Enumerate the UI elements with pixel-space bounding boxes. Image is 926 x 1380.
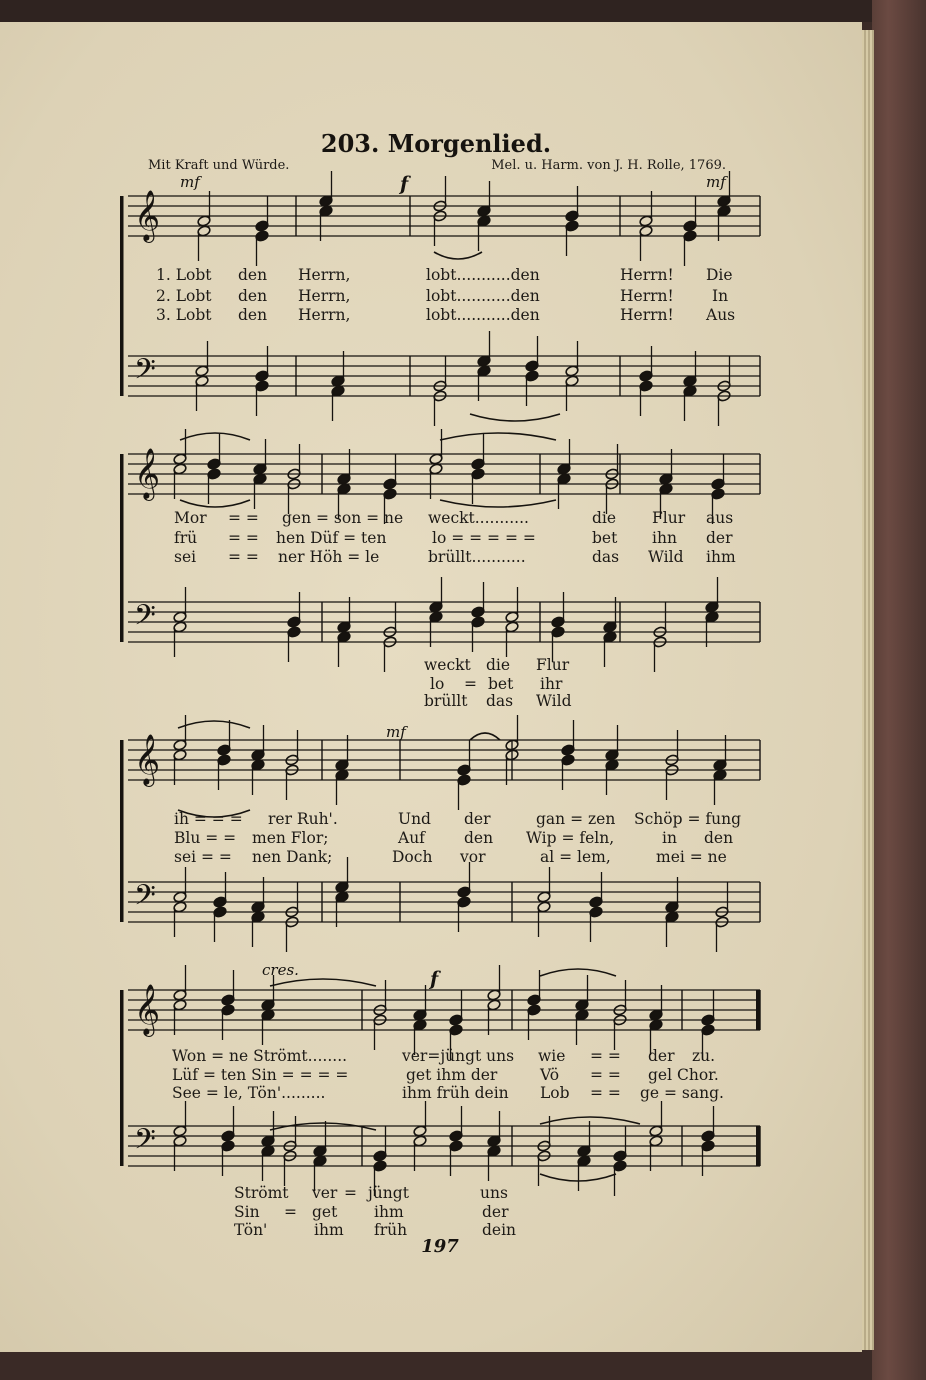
lyric-word: = =	[590, 1066, 621, 1084]
bass-lyric-word: brüllt	[424, 692, 468, 710]
lyric-word: Schöp = fung	[634, 810, 742, 828]
bass-lyric-word: Strömt	[234, 1184, 289, 1202]
lyric-word: ihm früh dein	[402, 1084, 509, 1102]
page-number: 197	[421, 1236, 459, 1257]
bass-lyric-word: Sin	[234, 1203, 260, 1221]
hymn-title: 203. Morgenlied.	[320, 129, 552, 158]
lyric-word: 1. Lobt	[156, 266, 212, 284]
lyric-word: rer Ruh'.	[268, 810, 338, 828]
treble-clef-icon: 𝄞	[134, 190, 161, 241]
lyric-word: nen Dank;	[252, 848, 333, 866]
system-bracket	[120, 740, 124, 922]
slur	[180, 433, 250, 440]
lyric-word: = =	[228, 529, 259, 547]
lyric-word: Auf	[398, 829, 425, 847]
lyric-word: Lüf = ten Sin = = = =	[172, 1066, 349, 1084]
bass-lyric-word: uns	[480, 1184, 508, 1202]
slur	[178, 721, 250, 728]
lyric-word: Herrn!	[620, 306, 674, 324]
attribution: Mel. u. Harm. von J. H. Rolle, 1769.	[491, 158, 726, 173]
lyric-word: den	[464, 829, 494, 847]
lyric-word: den	[238, 306, 268, 324]
lyric-word: Wild	[648, 548, 684, 566]
slur	[470, 414, 560, 421]
lyric-word: vor	[460, 848, 486, 866]
lyric-word: lobt...........den	[426, 287, 540, 305]
lyric-word: der	[464, 810, 491, 828]
system-bracket	[120, 990, 124, 1166]
lyric-word: das	[592, 548, 620, 566]
lyric-word: lobt...........den	[426, 306, 540, 324]
lyric-word: der	[648, 1047, 675, 1065]
lyric-word: Und	[398, 810, 431, 828]
lyric-word: Blu = =	[174, 829, 237, 847]
slur	[540, 969, 616, 976]
lyric-word: ver=jüngt uns	[402, 1047, 515, 1065]
slur	[470, 733, 500, 740]
system-bracket	[120, 454, 124, 642]
bass-clef-icon: 𝄢	[134, 1123, 156, 1163]
dynamic-mf: mf	[706, 173, 726, 191]
bass-lyric-word: Tön'	[234, 1221, 268, 1239]
lyric-word: ge = sang.	[640, 1084, 724, 1102]
lyric-word: Herrn!	[620, 287, 674, 305]
lyric-word: Die	[706, 266, 733, 284]
lyrics-system-1	[156, 266, 735, 324]
bass-clef-icon: 𝄢	[134, 599, 156, 639]
lyric-word: al = lem,	[540, 848, 611, 866]
lyric-word: Doch	[392, 848, 433, 866]
lyric-word: die	[592, 509, 617, 527]
lyric-word: Herrn,	[298, 287, 351, 305]
lyric-word: get ihm der	[406, 1066, 498, 1084]
treble-clef-icon: 𝄞	[134, 984, 161, 1035]
dynamic-cres: cres.	[262, 961, 299, 979]
lyric-word: bet	[592, 529, 618, 547]
treble-clef-icon: 𝄞	[134, 734, 161, 785]
system-bracket	[120, 196, 124, 396]
bass-lyric-word: früh	[374, 1221, 408, 1239]
lyric-word: Aus	[706, 306, 736, 324]
final-bar	[756, 990, 760, 1030]
bass-lyric-word: =	[284, 1203, 297, 1221]
lyric-word: ner Höh = le	[278, 548, 380, 566]
slur	[180, 500, 250, 507]
lyric-word: 3. Lobt	[156, 306, 212, 324]
bass-lyric-word: ihr	[540, 675, 563, 693]
bass-lyric-word: die	[486, 656, 511, 674]
bass-lyric-word: der	[482, 1203, 509, 1221]
lyric-word: Mor	[174, 509, 207, 527]
bass-clef-icon: 𝄢	[134, 879, 156, 919]
lyric-word: = =	[228, 548, 259, 566]
bass-clef-icon: 𝄢	[134, 353, 156, 393]
lyric-word: den	[238, 287, 268, 305]
lyric-word: ih = = =	[174, 810, 243, 828]
lyric-word: = =	[590, 1084, 621, 1102]
slur	[434, 252, 482, 259]
bass-lyric-word: das	[486, 692, 514, 710]
bass-lyric-word: lo	[430, 675, 445, 693]
bass-lyric-word: Wild	[536, 692, 572, 710]
lyric-word: frü	[174, 529, 198, 547]
lyric-word: aus	[706, 509, 734, 527]
lyric-word: See = le, Tön'.........	[172, 1084, 326, 1102]
lyrics-system-4	[172, 1047, 724, 1239]
bass-lyric-word: Flur	[536, 656, 570, 674]
treble-clef-icon: 𝄞	[134, 448, 161, 499]
lyric-word: hen Düf = ten	[276, 529, 387, 547]
lyric-word: Wip = feln,	[526, 829, 615, 847]
lyrics-system-2	[174, 509, 736, 710]
lyric-word: Flur	[652, 509, 686, 527]
lyric-word: brüllt...........	[428, 548, 526, 566]
lyric-word: men Flor;	[252, 829, 329, 847]
lyric-word: weckt...........	[428, 509, 529, 527]
dynamic-mf: mf	[386, 723, 406, 741]
bass-lyric-word: ihm	[374, 1203, 404, 1221]
dynamic-f: f	[400, 173, 409, 195]
bass-lyric-word: =	[464, 675, 477, 693]
lyric-word: sei = =	[174, 848, 232, 866]
bass-lyric-word: ver	[312, 1184, 338, 1202]
final-bar	[756, 1126, 760, 1166]
lyric-word: Won = ne Strömt........	[172, 1047, 348, 1065]
lyrics-system-3	[174, 810, 741, 866]
lyric-word: mei = ne	[656, 848, 727, 866]
lyric-word: = =	[590, 1047, 621, 1065]
lyric-word: gel Chor.	[648, 1066, 719, 1084]
slur	[440, 433, 556, 440]
lyric-word: sei	[174, 548, 197, 566]
lyric-word: = =	[228, 509, 259, 527]
lyric-word: gan = zen	[536, 810, 616, 828]
lyric-word: der	[706, 529, 733, 547]
lyric-word: gen = son = ne	[282, 509, 404, 527]
bass-lyric-word: jüngt	[368, 1184, 409, 1202]
bass-lyric-word: weckt	[424, 656, 471, 674]
bass-lyric-word: get	[312, 1203, 338, 1221]
lyric-word: Lob	[540, 1084, 570, 1102]
bass-lyric-word: ihm	[314, 1221, 344, 1239]
dynamic-mf: mf	[180, 173, 200, 191]
slur	[270, 979, 376, 986]
lyric-word: In	[712, 287, 729, 305]
lyric-word: zu.	[692, 1047, 716, 1065]
bass-lyric-word: dein	[482, 1221, 517, 1239]
lyric-word: ihn	[652, 529, 677, 547]
tempo-marking: Mit Kraft und Würde.	[148, 158, 290, 173]
lyric-word: in	[662, 829, 677, 847]
lyric-word: lobt...........den	[426, 266, 540, 284]
lyric-word: 2. Lobt	[156, 287, 212, 305]
lyric-word: Herrn,	[298, 306, 351, 324]
lyric-word: Herrn,	[298, 266, 351, 284]
lyric-word: wie	[538, 1047, 566, 1065]
lyric-word: Vö	[540, 1066, 560, 1084]
lyric-word: ihm	[706, 548, 736, 566]
lyric-word: Herrn!	[620, 266, 674, 284]
slur	[440, 500, 556, 507]
dynamic-f: f	[430, 968, 439, 990]
lyric-word: den	[238, 266, 268, 284]
lyric-word: lo = = = = =	[432, 529, 536, 547]
lyric-word: den	[704, 829, 734, 847]
bass-lyric-word: bet	[488, 675, 514, 693]
bass-lyric-word: =	[344, 1184, 357, 1202]
